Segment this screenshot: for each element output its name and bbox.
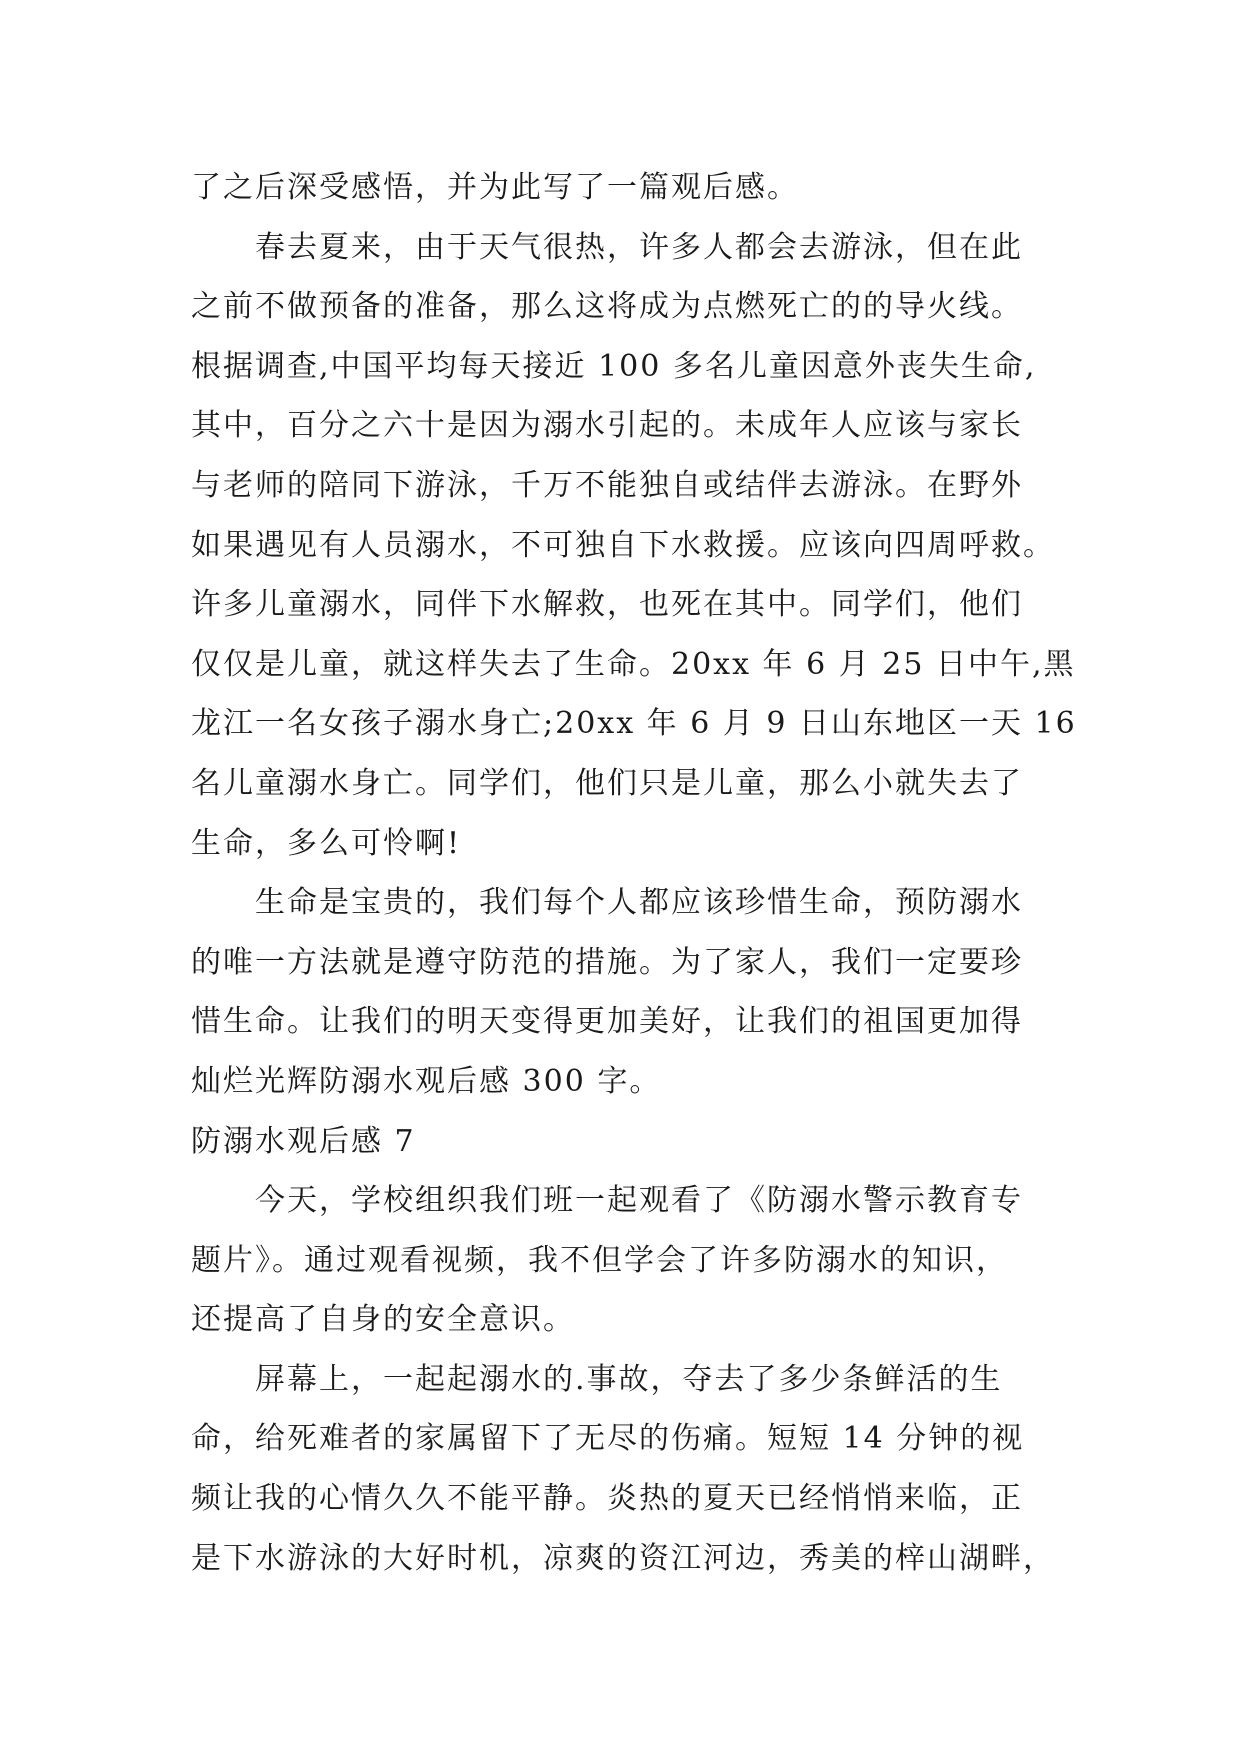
paragraph-first-line: 春去夏来，由于天气很热，许多人都会去游泳，但在此 xyxy=(255,229,1023,265)
text-line: 是下水游泳的大好时机，凉爽的资江河边，秀美的梓山湖畔， xyxy=(191,1540,1055,1576)
text-line: 生命，多么可怜啊! xyxy=(191,825,462,861)
paragraph-first-line: 生命是宝贵的，我们每个人都应该珍惜生命，预防溺水 xyxy=(255,885,1023,921)
text-line: 如果遇见有人员溺水，不可独自下水救援。应该向四周呼救。 xyxy=(191,527,1055,563)
text-line: 根据调查,中国平均每天接近 100 多名儿童因意外丧失生命, xyxy=(191,348,1037,384)
text-line: 题片》。通过观看视频，我不但学会了许多防溺水的知识， xyxy=(191,1242,1008,1278)
document-body xyxy=(191,158,1077,1588)
text-line: 龙江一名女孩子溺水身亡;20xx 年 6 月 9 日山东地区一天 16 xyxy=(191,706,1077,742)
text-line: 许多儿童溺水，同伴下水解救，也死在其中。同学们，他们 xyxy=(191,587,1023,623)
text-line: 灿烂光辉防溺水观后感 300 字。 xyxy=(191,1063,662,1099)
text-line: 了之后深受感悟，并为此写了一篇观后感。 xyxy=(191,170,799,205)
text-line: 其中，百分之六十是因为溺水引起的。未成年人应该与家长 xyxy=(191,408,1023,444)
text-line: 频让我的心情久久不能平静。炎热的夏天已经悄悄来临，正 xyxy=(191,1481,1023,1517)
text-line: 名儿童溺水身亡。同学们，他们只是儿童，那么小就失去了 xyxy=(191,765,1023,801)
text-line: 命，给死难者的家属留下了无尽的伤痛。短短 14 分钟的视 xyxy=(191,1421,1025,1457)
paragraph-first-line: 今天，学校组织我们班一起观看了《防溺水警示教育专 xyxy=(255,1183,1023,1219)
text-line: 与老师的陪同下游泳，千万不能独自或结伴去游泳。在野外 xyxy=(191,467,1023,503)
paragraph-first-line: 屏幕上，一起起溺水的.事故，夺去了多少条鲜活的生 xyxy=(255,1361,1003,1397)
text-line: 仅仅是儿童，就这样失去了生命。20xx 年 6 月 25 日中午,黑 xyxy=(191,646,1076,682)
text-line: 的唯一方法就是遵守防范的措施。为了家人，我们一定要珍 xyxy=(191,944,1023,980)
text-line: 之前不做预备的准备，那么这将成为点燃死亡的的导火线。 xyxy=(191,289,1023,325)
text-line: 还提高了自身的安全意识。 xyxy=(191,1302,575,1338)
text-line: 惜生命。让我们的明天变得更加美好，让我们的祖国更加得 xyxy=(191,1004,1023,1040)
section-heading: 防溺水观后感 7 xyxy=(191,1123,416,1159)
